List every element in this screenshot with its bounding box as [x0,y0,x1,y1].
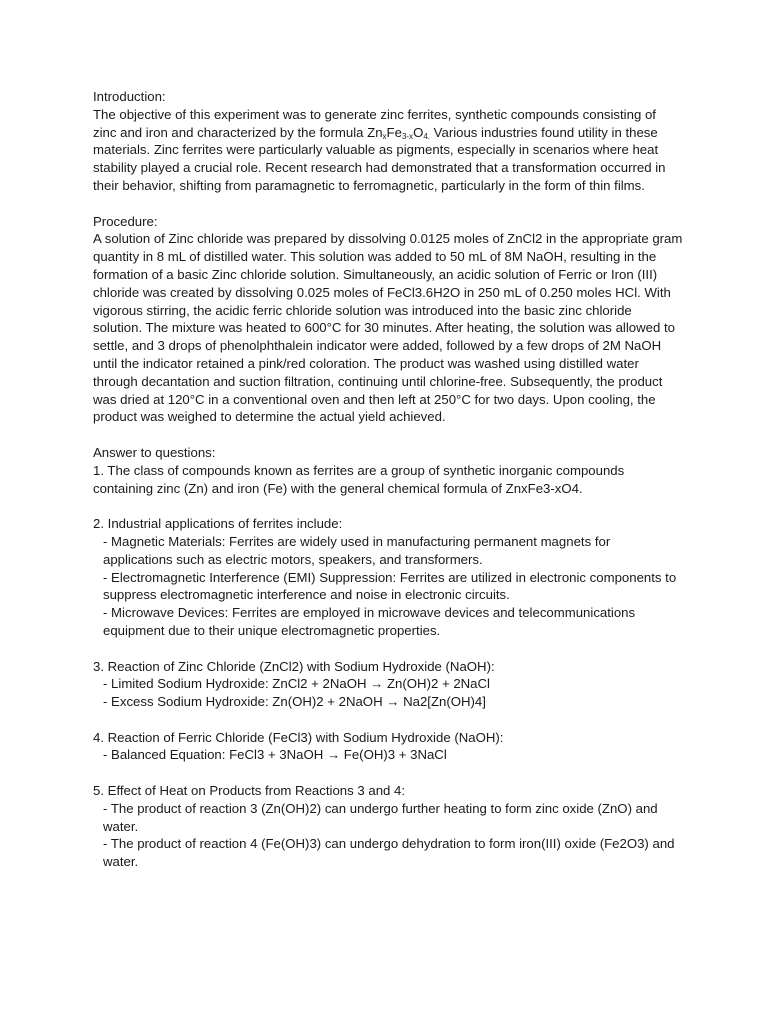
answer-3-title: 3. Reaction of Zinc Chloride (ZnCl2) with Sodium Hydroxide (NaOH): [93,658,495,674]
answers-section [93,444,683,497]
introduction-section [93,88,683,195]
answer-4 [93,729,683,765]
answer-4-title: 4. Reaction of Ferric Chloride (FeCl3) with Sodium Hydroxide (NaOH): [93,729,504,745]
procedure-section [93,213,683,427]
answer-2-item: - Electromagnetic Interference (EMI) Suppression: Ferrites are utilized in electronic components to suppress electromagnetic interference and noise in electronic circuits. [103,569,677,603]
answer-3-item: - Excess Sodium Hydroxide: Zn(OH)2 + 2NaOH → Na2[Zn(OH)4] [103,694,486,710]
formula-sub-3x: 3-x [401,131,414,141]
answers-heading: Answer to questions: [93,444,216,460]
formula-sub-4: 4. [423,131,430,141]
answer-5-item: - The product of reaction 3 (Zn(OH)2) can undergo further heating to form zinc oxide (ZnO) and water. [103,800,658,834]
answer-5-title: 5. Effect of Heat on Products from Reactions 3 and 4: [93,783,406,799]
answer-3-item: - Limited Sodium Hydroxide: ZnCl2 + 2NaOH → Zn(OH)2 + 2NaCl [103,676,490,692]
answer-5-item: - The product of reaction 4 (Fe(OH)3) can undergo dehydration to form iron(III) oxide (Fe2O3) and water. [103,836,675,870]
procedure-heading: Procedure: [93,213,158,229]
introduction-text [93,106,683,195]
formula-o: O [413,124,424,140]
introduction-text-before: The objective of this experiment was to generate zinc ferrites, synthetic compounds consisting of zinc and iron and characterized by the formula Zn [93,106,656,140]
formula-sub-x: x [382,131,387,141]
answer-3 [93,658,683,711]
introduction-text-after: Various industries found utility in these materials. Zinc ferrites were particularly valuable as pigments, especially in scenarios where heat stability played a crucial role. Recent research had demonstrated that a transformation occurred in their behavior, shifting from paramagnetic to ferromagnetic, particularly in the form of thin films. [93,124,666,193]
answer-2-item: - Microwave Devices: Ferrites are employed in microwave devices and telecommunications equipment due to their unique electromagnetic properties. [103,605,636,638]
introduction-heading: Introduction: [93,89,166,104]
answer-4-item: - Balanced Equation: FeCl3 + 3NaOH → Fe(OH)3 + 3NaCl [103,747,447,763]
answer-5 [93,782,683,871]
formula-fe: Fe [386,124,402,140]
answer-2-item: - Magnetic Materials: Ferrites are widely used in manufacturing permanent magnets for applications such as electric motors, speakers, and transformers. [103,533,611,567]
answer-2-title: 2. Industrial applications of ferrites include: [93,516,343,532]
answer-2 [93,515,683,640]
answer-1: 1. The class of compounds known as ferrites are a group of synthetic inorganic compounds containing zinc (Zn) and iron (Fe) with the general chemical formula of ZnxFe3-xO4. [93,462,625,496]
document-page [93,88,683,889]
procedure-text: A solution of Zinc chloride was prepared by dissolving 0.0125 moles of ZnCl2 in the appropriate gram quantity in 8 mL of distilled water. This solution was added to 50 mL of 8M NaOH, resulting in the formation of a basic Zinc chloride solution. Simultaneously, an acidic solution of Ferric or Iron (III) chloride was created by dissolving 0.025 moles of FeCl3.6H2O in 250 mL of 0.250 moles HCl. With vigorous stirring, the acidic ferric chloride solution was introduced into the basic zinc chloride solution. The mixture was heated to 600°C for 30 minutes. After heating, the solution was allowed to settle, and 3 drops of phenolphthalein indicator were added, followed by a few drops of 2M NaOH until the indicator retained a pink/red coloration. The product was washed using distilled water through decantation and suction filtration, continuing until chlorine-free. Subsequently, the product was dried at 120°C in a conventional oven and then left at 250°C for two days. Upon cooling, the product was weighed to determine the actual yield achieved. [93,231,683,425]
